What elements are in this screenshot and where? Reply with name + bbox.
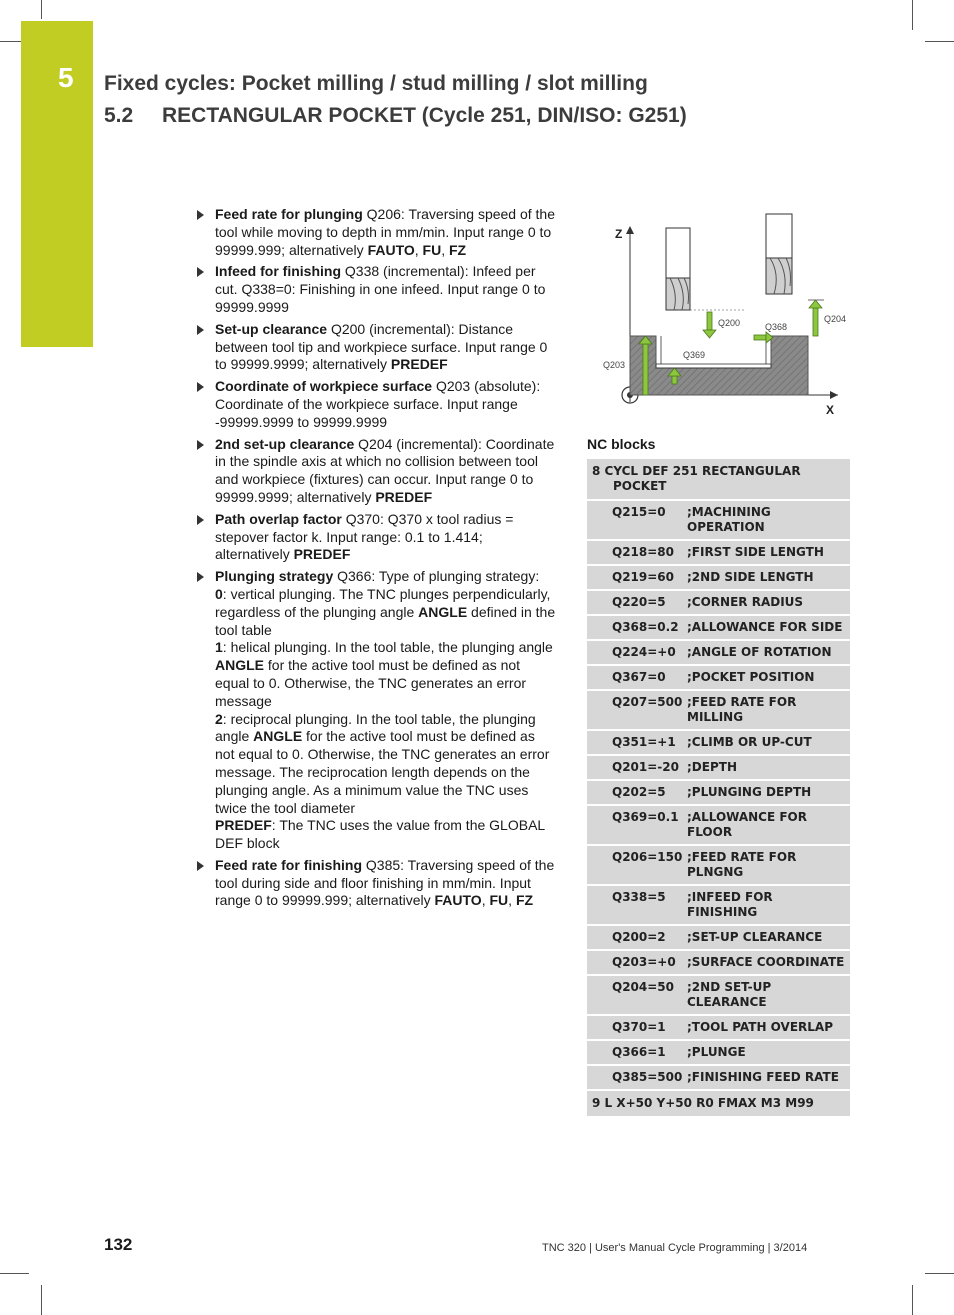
section-title: RECTANGULAR POCKET (Cycle 251, DIN/ISO: G251) [162,104,687,127]
nc-comment: ;ALLOWANCE FOR FLOOR [687,805,850,845]
nc-row [587,615,850,640]
nc-row-cycl-def [587,459,850,500]
bullet-arrow-icon [197,515,204,525]
bullet-arrow-icon [197,440,204,450]
parameter-text: Q366: Type of plunging strategy: [333,568,540,585]
nc-param: Q207=500 [587,690,687,730]
parameter-keyword: Path overlap factor [215,510,342,527]
parameter-keyword: FZ [515,892,534,909]
parameter-text: , [441,241,449,258]
nc-param: Q367=0 [587,665,687,690]
nc-param: Q202=5 [587,780,687,805]
nc-blocks-table [587,459,850,1118]
parameter-keyword: 1 [215,639,223,656]
parameter-keyword: ANGLE [418,603,468,620]
nc-row [587,1065,850,1090]
label-q204: Q204 [824,314,847,324]
bullet-arrow-icon [197,210,204,220]
section-number: 5.2 [104,104,134,127]
label-q203: Q203 [603,360,626,370]
nc-comment: ;ALLOWANCE FOR SIDE [687,615,850,640]
crop-mark [912,0,913,30]
parameter-text: Q204 (incremental): Coordinate in the spindle axis at which no collision between tool and workpiece (fixtures) can occur. Input range 0 to 99999.9999; alternatively [215,435,555,505]
nc-comment: ;INFEED FOR FINISHING [687,885,850,925]
crop-mark [41,0,42,19]
parameter-text: : The TNC uses the value from the GLOBAL DEF block [215,817,545,852]
nc-param: Q370=1 [587,1015,687,1040]
x-axis-label: X [826,403,835,417]
parameter-text: , [481,892,490,909]
parameter-item [196,436,558,507]
parameter-item [196,263,558,316]
parameter-keyword: Feed rate for plunging [215,206,363,222]
bullet-arrow-icon [197,861,204,871]
nc-param: Q206=150 [587,845,687,885]
parameter-keyword: PREDEF [390,356,448,373]
x-axis-arrowhead [830,391,838,399]
parameter-text: : reciprocal plunging. In the tool table, the plunging angle [215,710,536,745]
tool-shank-right [766,214,792,258]
pocket-diagram [596,208,852,420]
parameter-keyword: PREDEF [293,546,351,563]
nc-comment: ;DEPTH [687,755,850,780]
nc-param: Q201=-20 [587,755,687,780]
parameter-text: for the active tool must be defined as not equal to 0. Otherwise, the TNC generates an error message. The reciprocation length depends on the plunging angle. As a minimum value the TNC uses twice the tool diameter [215,728,550,816]
parameter-keyword: 0 [215,585,223,602]
chapter-tab [21,21,93,347]
nc-param: Q224=+0 [587,640,687,665]
footer-text: TNC 320 | User's Manual Cycle Programming | 3/2014 [542,1242,808,1254]
nc-comment: ;ANGLE OF ROTATION [687,640,850,665]
parameter-item [196,378,558,431]
label-q369: Q369 [683,350,706,360]
nc-comment: ;FEED RATE FOR MILLING [687,690,850,730]
nc-param: Q215=0 [587,500,687,540]
label-q200: Q200 [718,318,741,328]
bullet-arrow-icon [197,325,204,335]
crop-mark [925,1273,954,1274]
nc-row [587,540,850,565]
parameter-item [196,857,558,910]
nc-row [587,565,850,590]
nc-param: Q220=5 [587,590,687,615]
parameter-text: , [508,892,516,909]
nc-param: Q200=2 [587,925,687,950]
nc-row [587,590,850,615]
parameter-keyword: 2nd set-up clearance [215,435,355,452]
crop-mark [0,41,21,42]
crop-mark [41,1285,42,1315]
nc-row [587,730,850,755]
parameter-text: : helical plunging. In the tool table, the plunging angle [222,639,553,656]
nc-comment: ;PLUNGING DEPTH [687,780,850,805]
parameter-keyword: Infeed for finishing [215,263,341,280]
nc-comment: ;FIRST SIDE LENGTH [687,540,850,565]
z-axis-arrowhead [626,226,634,234]
parameter-item [196,206,558,259]
nc-row [587,925,850,950]
workpiece [630,336,808,395]
nc-param: Q204=50 [587,975,687,1015]
parameter-item [196,511,558,564]
nc-line-text: 9 L X+50 Y+50 R0 FMAX M3 M99 [587,1090,850,1117]
z-axis-label: Z [615,227,623,241]
parameter-text: Q338 (incremental): Infeed per cut. Q338=0: Finishing in one infeed. Input range 0 to 99999.9999 [215,263,546,315]
chapter-title: Fixed cycles: Pocket milling / stud milling / slot milling [104,72,648,95]
q368-arrow [754,332,773,343]
parameter-keyword: FAUTO [434,892,482,909]
bullet-arrow-icon [197,267,204,277]
nc-param: Q366=1 [587,1040,687,1065]
nc-row [587,755,850,780]
page-number: 132 [104,1235,133,1254]
parameter-text: Q370: Q370 x tool radius = stepover factor k. Input range: 0.1 to 1.414; alternatively [215,510,514,563]
parameter-keyword: Coordinate of workpiece surface [215,378,433,395]
parameter-keyword: Plunging strategy [215,568,334,585]
nc-comment: ;FEED RATE FOR PLNGNG [687,845,850,885]
q204-arrow [809,300,822,336]
nc-line-text: POCKET [613,479,667,493]
parameter-keyword: FZ [449,241,467,258]
nc-row [587,690,850,730]
nc-row [587,1040,850,1065]
nc-comment: ;SET-UP CLEARANCE [687,925,850,950]
parameter-keyword: 2 [215,710,223,727]
tool-shank-left [666,228,690,278]
parameter-text: Q200 (incremental): Distance between tool tip and workpiece surface. Input range 0 to 99999.9999; alternatively [215,320,548,373]
parameter-text: for the active tool must be defined as not equal to 0. Otherwise, the TNC generates an error message [215,657,527,709]
nc-row [587,845,850,885]
nc-param: Q368=0.2 [587,615,687,640]
nc-row [587,665,850,690]
nc-comment: ;SURFACE COORDINATE [687,950,850,975]
nc-param: Q369=0.1 [587,805,687,845]
parameter-keyword: ANGLE [253,728,303,745]
nc-row [587,805,850,845]
parameter-text: : vertical plunging. The TNC plunges perpendicularly, regardless of the plunging angle [215,585,551,620]
nc-param: Q385=500 [587,1065,687,1090]
nc-row [587,950,850,975]
nc-row [587,975,850,1015]
parameter-keyword: Set-up clearance [215,320,328,337]
nc-line-text: 8 CYCL DEF 251 RECTANGULAR [592,464,801,478]
parameter-item [196,321,558,374]
parameter-text: , [414,241,423,258]
nc-row [587,500,850,540]
nc-param: Q218=80 [587,540,687,565]
nc-param: Q203=+0 [587,950,687,975]
nc-line [587,459,850,500]
q200-arrow [703,312,716,338]
nc-comment: ;MACHINING OPERATION [687,500,850,540]
parameter-text: Q385: Traversing speed of the tool during side and floor finishing in mm/min. Input range 0 to 99999.999; alternatively [215,856,555,909]
crop-mark [925,41,954,42]
bullet-arrow-icon [197,382,204,392]
nc-blocks-title: NC blocks [587,436,656,452]
parameter-keyword: PREDEF [375,488,433,505]
chapter-number: 5 [58,62,74,93]
nc-comment: ;CORNER RADIUS [687,590,850,615]
nc-row [587,1015,850,1040]
parameter-list [196,206,558,914]
crop-mark [912,1285,913,1315]
parameter-text: defined in the tool table [215,603,556,638]
parameter-keyword: FAUTO [367,241,415,258]
nc-comment: ;PLUNGE [687,1040,850,1065]
nc-param: Q338=5 [587,885,687,925]
parameter-keyword: Feed rate for finishing [215,856,363,873]
crop-mark [0,1273,29,1274]
label-q368: Q368 [765,322,788,332]
parameter-text: Q203 (absolute): Coordinate of the workpiece surface. Input range -99999.9999 to 99999.9999 [215,378,541,430]
nc-comment: ;2ND SIDE LENGTH [687,565,850,590]
nc-comment: ;2ND SET-UP CLEARANCE [687,975,850,1015]
parameter-keyword: ANGLE [215,657,264,674]
nc-row [587,885,850,925]
parameter-item [196,568,558,853]
nc-comment: ;POCKET POSITION [687,665,850,690]
nc-row [587,640,850,665]
nc-param: Q351=+1 [587,730,687,755]
nc-comment: ;TOOL PATH OVERLAP [687,1015,850,1040]
nc-comment: ;FINISHING FEED RATE [687,1065,850,1090]
nc-row [587,780,850,805]
nc-comment: ;CLIMB OR UP-CUT [687,730,850,755]
bullet-arrow-icon [197,572,204,582]
nc-row-positioning [587,1090,850,1117]
parameter-keyword: FU [489,892,509,909]
pocket-floor-allowance [656,364,771,368]
section-heading [104,104,687,128]
parameter-keyword: FU [422,241,442,258]
parameter-keyword: PREDEF [215,817,272,834]
parameter-text: Q206: Traversing speed of the tool while moving to depth in mm/min. Input range 0 to 99999.999; alternatively [215,206,556,258]
nc-param: Q219=60 [587,565,687,590]
